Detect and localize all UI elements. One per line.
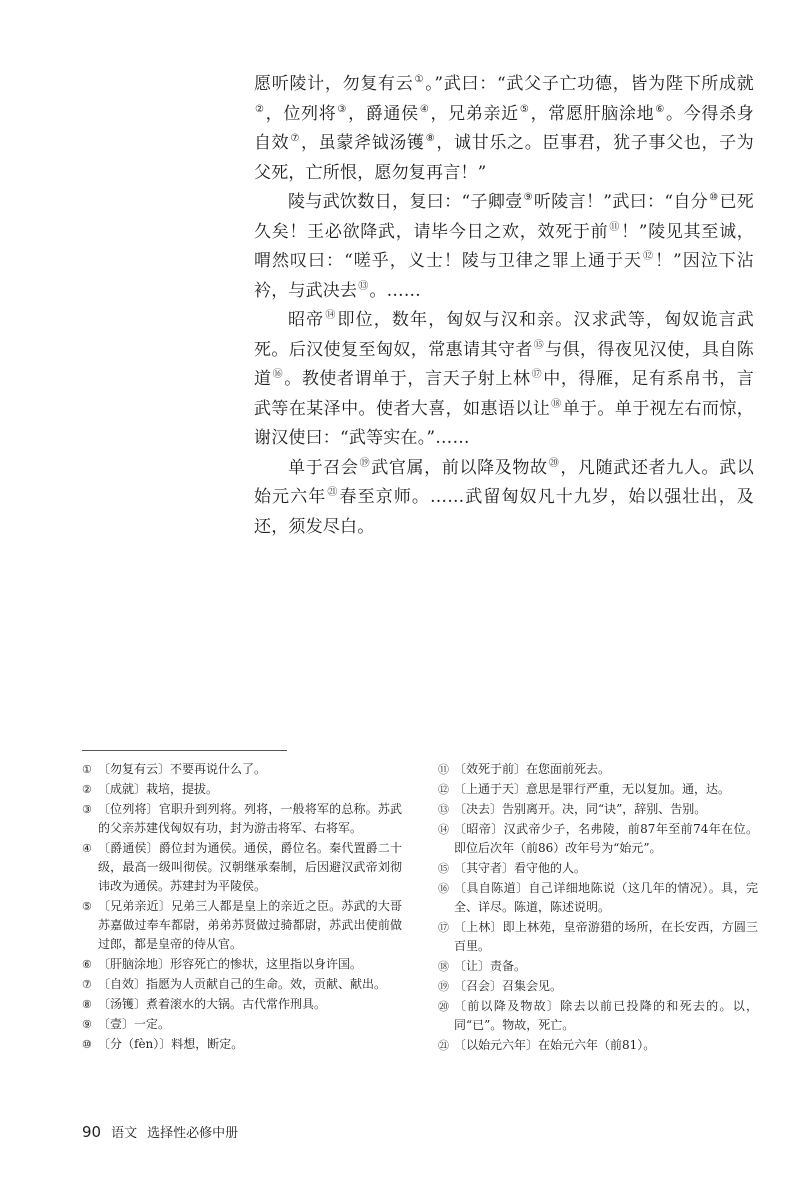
main-text (254, 70, 754, 542)
footnote-item (82, 760, 402, 779)
page-footer (82, 1122, 238, 1141)
footnote-text: 〔爵通侯〕爵位封为通侯。通侯，爵位名。秦代置爵二十级，最高一级叫彻侯。汉朝继承秦制，后因避汉武帝刘彻讳改为通侯。苏建封为平陵侯。 (98, 841, 402, 893)
footnote-marker: ⑫ (643, 251, 655, 262)
footnote-text: 〔自效〕指愿为人贡献自己的生命。效，贡献、献出。 (98, 977, 387, 991)
footnote-marker: ⑱ (551, 398, 562, 410)
body-paragraph-2: 陵与武饮数日，复曰：“子卿壹⑨听陵言！”武曰：“自分⑩已死久矣！王必欲降武，请毕今日之欢，效死于前⑪！”陵见其至诚，喟然叹曰：“嗟乎，义士！陵与卫律之罪上通于天⑫！”因泣下沾衿，与武决去⑬。…… (254, 192, 755, 301)
footnote-marker: ⑬ (358, 280, 369, 292)
footnote-item (438, 1036, 758, 1055)
footnote-text: 〔昭帝〕汉武帝少子，名弗陵，前87年至前74年在位。即位后次年（前86）改年号为“始元”。 (454, 822, 758, 855)
footnote-number: ③ (82, 803, 92, 816)
footnote-item (82, 975, 402, 994)
footnote-marker: ⑯ (272, 369, 284, 380)
footnote-item (438, 800, 758, 819)
footnote-text: 〔以始元六年〕在始元六年（前81）。 (454, 1038, 656, 1052)
footnote-item (438, 760, 758, 779)
footnote-marker: ⑮ (533, 339, 545, 351)
footnote-item (82, 897, 402, 954)
footnote-marker: ⑳ (548, 457, 560, 469)
body-paragraph-1: 愿听陵计，勿复有云①。”武曰：“武父子亡功德，皆为陛下所成就②，位列将③，爵通侯④，兄弟亲近⑤，常愿肝脑涂地⑥。今得杀身自效⑦，虽蒙斧钺汤镬⑧，诚甘乐之。臣事君，犹子事父也，子为父死，亡所恨，愿勿复再言！” (254, 74, 754, 183)
footnote-text: 〔前以降及物故〕除去以前已投降的和死去的。以，同“已”。物故，死亡。 (454, 999, 758, 1032)
footnote-marker: ⑤ (519, 103, 530, 115)
footnote-number: ⑬ (438, 803, 449, 816)
footnote-item (438, 820, 758, 858)
footnote-marker: ⑰ (531, 369, 543, 380)
footnote-item (438, 859, 758, 878)
footnote-number: ① (82, 763, 92, 776)
footnote-item (82, 1035, 402, 1054)
footnote-number: ② (82, 783, 92, 796)
footnote-marker: ⑧ (425, 133, 436, 144)
footnote-marker: ① (414, 74, 425, 85)
footnote-text: 〔具自陈道〕自己详细地陈说（这几年的情况）。具，完全、详尽。陈道，陈述说明。 (454, 881, 758, 914)
footnote-marker: ⑦ (290, 133, 300, 144)
footnote-item (438, 780, 758, 799)
footnote-text: 〔让〕责备。 (454, 959, 527, 973)
footer-subject: 语文 (111, 1126, 138, 1141)
footnote-item (82, 955, 402, 974)
footnote-number: ⑥ (82, 958, 92, 971)
footnote-number: ④ (82, 842, 92, 855)
footnote-text: 〔上通于天〕意思是罪行严重，无以复加。通，达。 (454, 782, 731, 796)
footnote-number: ⑲ (438, 980, 449, 993)
footnote-divider (82, 750, 287, 751)
footnote-item (438, 977, 758, 996)
footnotes-left-column (82, 760, 402, 1055)
footnote-marker: ② (255, 103, 265, 115)
footnote-item (82, 800, 402, 838)
footnote-marker: ⑨ (523, 192, 533, 203)
page-number: 90 (82, 1123, 102, 1141)
footnote-marker: ③ (337, 103, 348, 115)
footnote-marker: ⑲ (359, 457, 371, 469)
body-paragraph-3: 昭帝⑭即位，数年，匈奴与汉和亲。汉求武等，匈奴诡言武死。后汉使复至匈奴，常惠请其守者⑮与俱，得夜见汉使，具自陈道⑯。教使者谓单于，言天子射上林⑰中，得雁，足有系帛书，言武等在某泽中。使者大喜，如惠语以让⑱单于。单于视左右而惊，谢汉使曰：“武等实在。”…… (254, 310, 755, 448)
footnote-marker: ⑥ (655, 103, 666, 115)
footnote-marker: ⑪ (609, 221, 621, 233)
body-paragraph-4: 单于召会⑲武官属，前以降及物故⑳，凡随武还者九人。武以始元六年$^㉑$春至京师。……武留匈奴凡十九岁，始以强壮出，及还，须发尽白。 (254, 457, 755, 537)
footnote-text: 〔上林〕即上林苑，皇帝游猎的场所，在长安西，方圆三百里。 (454, 920, 758, 953)
footnote-item (82, 780, 402, 799)
footnote-text: 〔成就〕栽培，提拔。 (98, 782, 219, 796)
footnote-text: 〔效死于前〕在您面前死去。 (454, 762, 611, 776)
footnote-text: 〔其守者〕看守他的人。 (454, 861, 587, 875)
footnote-text: 〔肝脑涂地〕形容死亡的惨状，这里指以身许国。 (98, 957, 363, 971)
footnote-item (438, 957, 758, 976)
footnote-number: ⑫ (438, 783, 449, 796)
footnote-text: 〔分（fèn）〕料想，断定。 (98, 1037, 244, 1051)
footnote-text: 〔决去〕告别离开。决，同“诀”，辞别、告别。 (454, 802, 707, 816)
footnote-number: ⑦ (82, 978, 92, 991)
footnote-item (438, 879, 758, 917)
footer-book-title: 选择性必修中册 (147, 1126, 239, 1141)
footnote-text: 〔勿复有云〕不要再说什么了。 (98, 762, 267, 776)
footnote-number: ⑮ (438, 862, 449, 875)
footnote-number: ⑱ (438, 960, 449, 973)
footnote-number: ⑭ (438, 823, 449, 836)
footnote-item (438, 997, 758, 1035)
footnote-number: ⑧ (82, 998, 92, 1011)
footnote-number: ⑳ (438, 1000, 449, 1013)
footnote-number: ⑤ (82, 900, 92, 913)
footnote-text: 〔召会〕召集会见。 (454, 979, 563, 993)
footnotes-right-column (438, 760, 758, 1056)
footnote-marker: ㉑ (327, 487, 339, 498)
footnote-number: ⑩ (82, 1038, 92, 1051)
footnote-item (82, 839, 402, 896)
footnote-number: ⑪ (438, 763, 449, 776)
footnote-item (438, 918, 758, 956)
footnote-item (82, 995, 402, 1014)
footnote-number: ㉑ (438, 1039, 449, 1052)
footnote-text: 〔壹〕一定。 (98, 1017, 171, 1031)
footnote-marker: ⑭ (325, 310, 337, 321)
footnote-marker: ⑩ (709, 192, 719, 203)
footnote-text: 〔位列将〕官职升到列将。列将，一般将军的总称。苏武的父亲苏建伐匈奴有功，封为游击将军、右将军。 (98, 802, 402, 835)
footnote-number: ⑨ (82, 1018, 92, 1031)
footnote-marker: ④ (419, 103, 430, 115)
footnote-number: ⑰ (438, 921, 449, 934)
footnote-text: 〔兄弟亲近〕兄弟三人都是皇上的亲近之臣。苏武的大哥苏嘉做过奉车都尉，弟弟苏贤做过骑都尉，苏武出使前做过郎，都是皇帝的侍从官。 (98, 899, 402, 951)
footnote-item (82, 1015, 402, 1034)
footnote-number: ⑯ (438, 882, 449, 895)
footnote-text: 〔汤镬〕煮着滚水的大锅。古代常作刑具。 (98, 997, 327, 1011)
